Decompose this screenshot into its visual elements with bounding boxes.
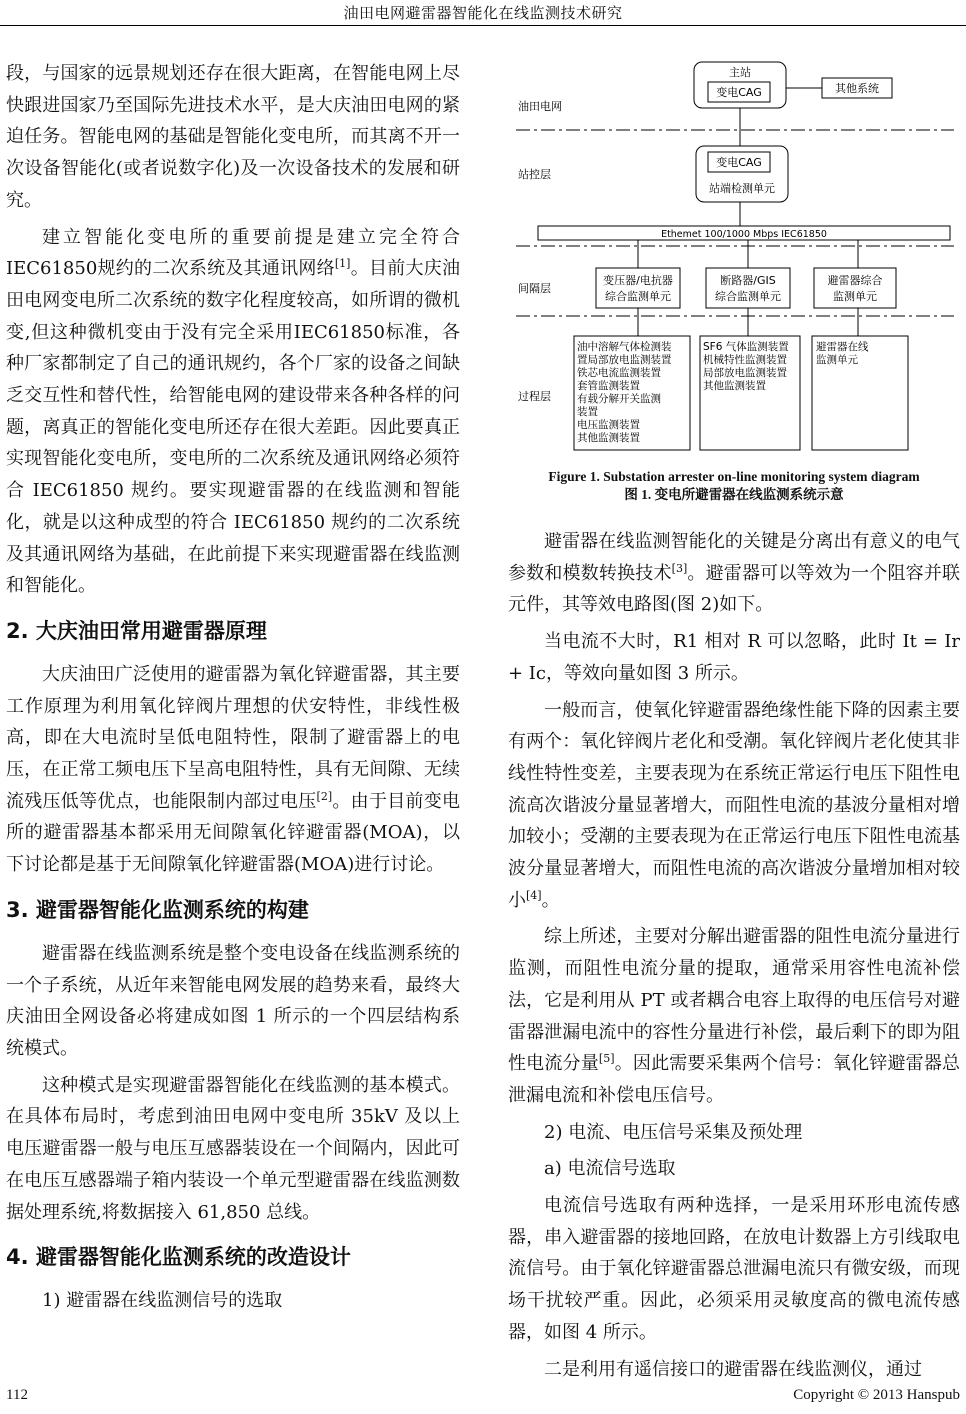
subheading: 2) 电流、电压信号采集及预处理 (544, 1121, 803, 1143)
label-bay2-l2: 综合监测单元 (715, 290, 781, 303)
proc1-line: 其他监测装置 (577, 432, 640, 444)
paragraph: 避雷器在线监测系统是整个变电设备在线监测系统的一个子系统，从近年来智能电网发展的趋势来看，最终大庆油田全网设备必将建成如图 1 所示的一个四层结构系统模式。 (6, 942, 460, 1059)
proc2-line: 局部放电监测装置 (703, 367, 787, 379)
paragraph (6, 222, 460, 602)
subheading: a) 电流信号选取 (544, 1158, 676, 1180)
label-bay3-l1: 避雷器综合 (827, 274, 883, 287)
proc1-line: 电压监测装置 (577, 419, 640, 431)
paragraph: 当电流不大时，R1 相对 R 可以忽略，此时 It = Ir + Ic，等效向量如图 3 所示。 (508, 631, 960, 684)
system-diagram-svg (508, 54, 960, 474)
citation: [4] (526, 888, 542, 902)
citation: [2] (316, 789, 333, 803)
text-run: 大庆油田广泛使用的避雷器为氧化锌避雷器，其主要工作原理为利用氧化锌阀片理想的伏安特性，非线性极高，即在大电流时呈低电阻特性，限制了避雷器上的电压，在正常工频电压下呈高电阻特性，具有无间隙、无续流残压低等优点，也能限制内部过电压 (6, 663, 460, 812)
citation: [3] (671, 561, 688, 575)
proc1-line: 装置 (577, 406, 598, 418)
left-column (6, 58, 460, 1322)
citation: [5] (598, 1052, 615, 1066)
paragraph (6, 659, 460, 881)
section-heading: 4. 避雷器智能化监测系统的改造设计 (6, 1245, 351, 1270)
text-run: 。由于目前变电所的避雷器基本都采用无间隙氧化锌避雷器(MOA)，以下讨论都是基于无间隙氧化锌避雷器(MOA)进行讨论。 (6, 790, 461, 876)
label-layer-bay: 间隔层 (518, 282, 551, 295)
text-run: 建立智能化变电所的重要前提是建立完全符合IEC61850规约的二次系统及其通讯网络 (6, 226, 460, 280)
header-rule (0, 25, 966, 26)
label-station-unit: 站端检测单元 (709, 182, 775, 195)
citation: [1] (334, 257, 351, 271)
page-number: 112 (6, 1387, 28, 1403)
proc2-line: SF6 气体监测装置 (703, 341, 789, 353)
figure-caption (508, 468, 960, 504)
paragraph: 这种模式是实现避雷器智能化在线监测的基本模式。在具体布局时，考虑到油田电网中变电所 35kV 及以上电压避雷器一般与电压互感器装设在一个间隔内，因此可在电压互感器端子箱内装设一个单元型避雷器在线监测数据处理系统,将数据接入 61,850 总线。 (6, 1074, 460, 1223)
proc2-line: 其他监测装置 (703, 380, 766, 392)
text-run: 避雷器在线监测智能化的关键是分离出有意义的电气参数和模数转换技术 (508, 531, 960, 584)
caption-english: Figure 1. Substation arrester on-line monitoring system diagram (548, 469, 920, 484)
section-heading: 3. 避雷器智能化监测系统的构建 (6, 897, 309, 922)
text-run: 。 (541, 889, 560, 911)
label-bay2-l1: 断路器/GIS (720, 274, 776, 287)
paragraph (508, 526, 960, 621)
proc1-line: 置局部放电监测装置 (577, 354, 672, 366)
paragraph (508, 921, 960, 1111)
label-bay1-l1: 变压器/电抗器 (603, 274, 673, 287)
label-layer-process: 过程层 (518, 390, 551, 403)
paragraph (508, 695, 960, 917)
text-run: 综上所述，主要对分解出避雷器的阻性电流分量进行监测，而阻性电流分量的提取，通常采用容性电流补偿法，它是利用从 PT 或者耦合电容上取得的电压信号对避雷器泄漏电流中的容性分量进行补偿，最后剩下的即为阻性电流分量 (508, 926, 960, 1075)
proc3-line: 监测单元 (816, 354, 858, 366)
copyright-notice: Copyright © 2013 Hanspub (793, 1387, 960, 1403)
text-run: 一般而言，使氧化锌避雷器绝缘性能下降的因素主要有两个：氧化锌阀片老化和受潮。氧化锌阀片老化使其非线性特性变差，主要表现为在系统正常运行电压下阻性电流高次谐波分量显著增大，而阻性电流的基波分量相对增加较小；受潮的主要表现为在正常运行电压下阻性电流基波分量显著增大，而阻性电流的高次谐波分量增加相对较小 (508, 699, 960, 911)
paragraph: 二是利用有遥信接口的避雷器在线监测仪，通过 (544, 1358, 922, 1380)
label-main-station: 主站 (729, 66, 751, 79)
subheading: 1) 避雷器在线监测信号的选取 (42, 1290, 283, 1312)
proc1-line: 铁芯电流监测装置 (577, 367, 661, 379)
paragraph: 电流信号选取有两种选择，一是采用环形电流传感器，串入避雷器的接地回路，在放电计数器上方引线取电流信号。由于氧化锌避雷器总泄漏电流只有微安级，而现场干扰较严重。因此，必须采用灵敏度高的微电流传感器，如图 4 所示。 (508, 1195, 960, 1343)
label-layer-grid: 油田电网 (518, 100, 562, 113)
label-ethernet: Ethemet 100/1000 Mbps IEC61850 (661, 229, 827, 240)
label-other-system: 其他系统 (835, 82, 879, 95)
text-run: 。因此需要采集两个信号：氧化锌避雷器总泄漏电流和补偿电压信号。 (508, 1053, 961, 1106)
label-cag-top: 变电CAG (716, 86, 762, 99)
label-cag-station: 变电CAG (716, 156, 762, 169)
text-run: 。避雷器可以等效为一个阻容并联元件，其等效电路图(图 2)如下。 (508, 562, 961, 616)
label-bay1-l2: 综合监测单元 (605, 290, 671, 303)
label-bay3-l2: 监测单元 (833, 290, 877, 303)
proc1-line: 有载分解开关监测 (577, 393, 661, 405)
label-layer-station: 站控层 (518, 168, 551, 181)
proc2-line: 机械特性监测装置 (703, 354, 787, 366)
proc1-line: 套管监测装置 (577, 380, 640, 392)
section-heading: 2. 大庆油田常用避雷器原理 (6, 618, 267, 643)
paragraph: 段，与国家的远景规划还存在很大距离，在智能电网上尽快跟进国家乃至国际先进技术水平，是大庆油田电网的紧迫任务。智能电网的基础是智能化变电所，而其离不开一次设备智能化(或者说数字化)及一次设备技术的发展和研究。 (6, 63, 460, 211)
running-header: 油田电网避雷器智能化在线监测技术研究 (343, 4, 623, 22)
caption-chinese: 图 1. 变电所避雷器在线监测系统示意 (624, 487, 844, 502)
text-run: 。目前大庆油田电网变电所二次系统的数字化程度较高，如所谓的微机变,但这种微机变由于没有完全采用IEC61850标准，各种厂家都制定了自己的通讯规约，各个厂家的设备之间缺乏交互性和替代性，给智能电网的建设带来各种各样的问题，离真正的智能化变电所还存在很大差距。因此要真正实现智能化变电所，变电所的二次系统及通讯网络必须符合 IEC61850 规约。要实现避雷器的在线监测和智能化，就是以这种成型的符合 IEC61850 规约的二次系统及其通讯网络为基础，在此前提下来实现避雷器在线监测和智能化。 (6, 258, 460, 597)
proc1-line: 油中溶解气体检测装 (577, 341, 672, 353)
right-column (508, 526, 960, 1390)
proc3-line: 避雷器在线 (816, 341, 869, 353)
figure-system-diagram (508, 54, 960, 474)
